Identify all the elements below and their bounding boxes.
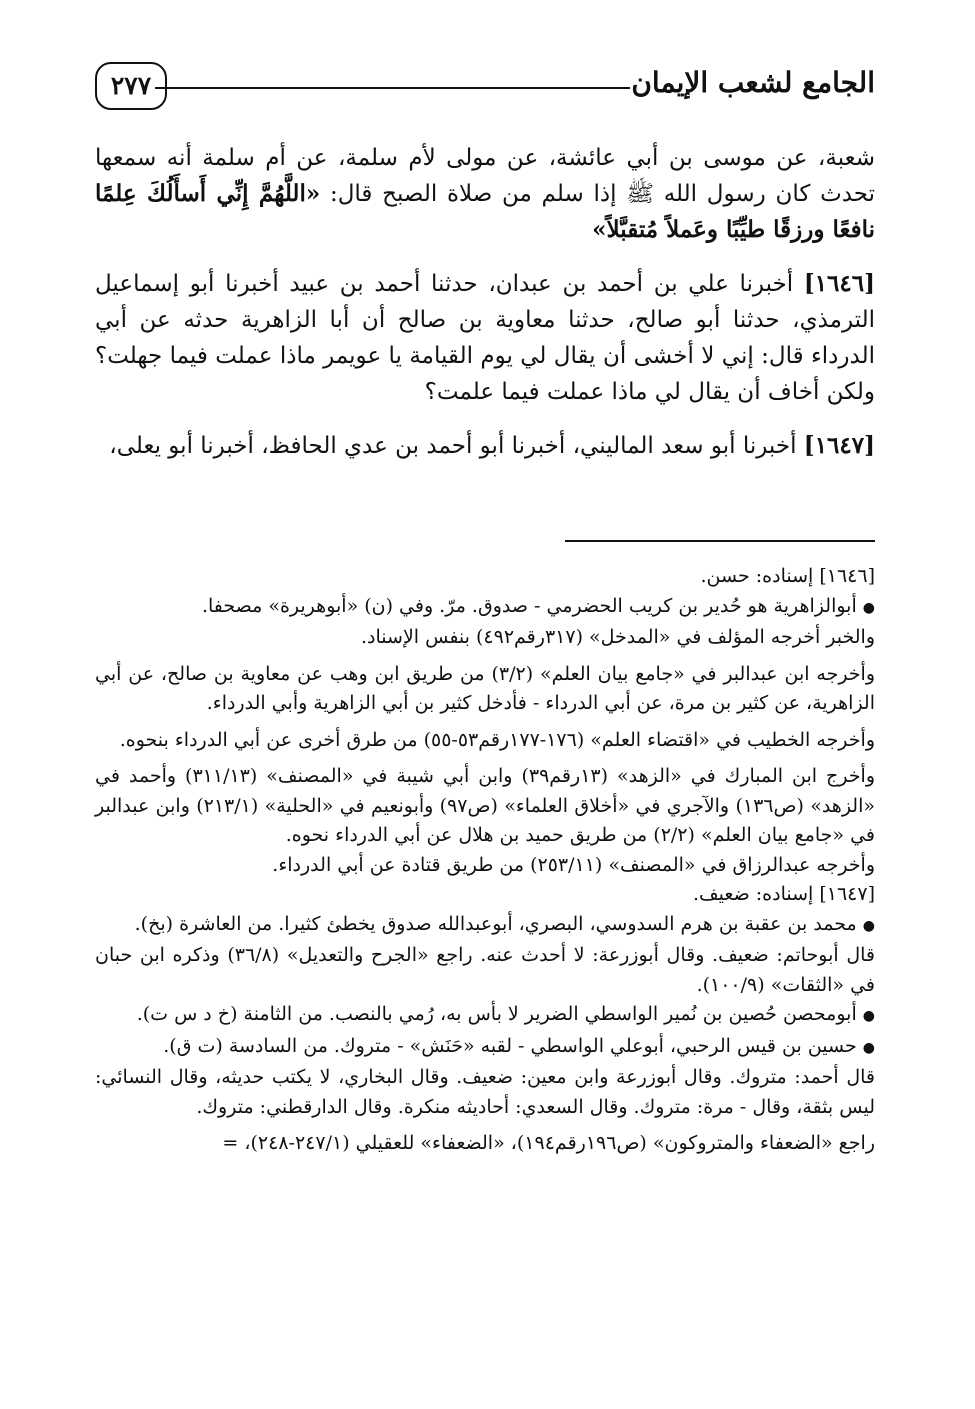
continuation-paragraph xyxy=(95,140,875,248)
footnote-text: أبومحصن حُصين بن نُمير الواسطي الضرير لا بأس به، رُمي بالنصب. من الثامنة (خ د س ت). xyxy=(136,1003,857,1025)
book-title: الجامع لشعب الإيمان xyxy=(631,66,875,99)
spacer xyxy=(95,256,875,266)
hadith-text: أخبرنا علي بن أحمد بن عبدان، حدثنا أحمد بن عبيد أخبرنا أبو إسماعيل الترمذي، حدثنا أبو صالح، حدثنا معاوية بن صالح أن أبا الزاهرية حدثه عن أبي الدرداء قال: إني لا أخشى أن يقال لي يوم القيامة يا عويمر ماذا عملت فيما جهلت؟ ولكن أخاف أن يقال لي ماذا عملت فيما علمت؟ xyxy=(95,271,875,405)
footnote-1647-head: [١٦٤٧] إسناده: ضعيف. xyxy=(692,883,875,905)
footnote-bullet xyxy=(95,592,875,624)
page-number: ٢٧٧ xyxy=(95,62,167,110)
footnote-line: قال أبوحاتم: ضعيف. وقال أبوزرعة: لا أحدث عنه. راجع «الجرح والتعديل» (٣٦/٨) وذكره ابن حبان في «الثقات» (١٠٠/٩). xyxy=(95,944,875,996)
footnote-line: راجع «الضعفاء والمتروكون» (ص١٩٦رقم١٩٤)، «الضعفاء» للعقيلي (٢٤٧/١-٢٤٨)، = xyxy=(222,1132,875,1154)
bullet-icon: ● xyxy=(862,599,875,616)
footnote-text: حسين بن قيس الرحبي، أبوعلي الواسطي - لقبه «حَنَش» - متروك. من السادسة (ت ق). xyxy=(163,1034,857,1057)
bullet-icon: ● xyxy=(862,1008,875,1024)
bullet-icon: ● xyxy=(862,917,875,934)
hadith-number: [١٦٤٧] xyxy=(803,432,875,459)
footnote-text: محمد بن عقبة بن هرم السدوسي، البصري، أبوعبدالله صدوق يخطئ كثيرا. من العاشرة (بخ). xyxy=(134,912,857,935)
spacer xyxy=(95,418,875,428)
footnote-paragraph: وأخرج ابن المبارك في «الزهد» (١٣رقم٣٩) وابن أبي شيبة في «المصنف» (٣١١/١٣) وأحمد في «الزهد» (ص١٣٦) والآجري في «أخلاق العلماء» (ص٩٧) وأبونعيم في «الحلية» (٢١٣/١) وابن عبدالبر في «جامع بيان العلم» (٢/٢) من طريق حميد بن هلال عن أبي الدرداء نحوه. xyxy=(95,765,876,846)
cont-line-1: شعبة، عن موسى بن أبي عائشة، عن مولى لأم سلمة، عن أم سلمة أنه سمعها تحدث xyxy=(95,145,876,207)
spacer xyxy=(95,653,875,660)
footnote-bullet xyxy=(95,910,875,942)
spacer xyxy=(95,719,875,726)
footnote-text: أبوالزاهرية هو حُدير بن كريب الحضرمي - صدوق. مرّ. وفي (ن) «أبوهريرة» مصحفا. xyxy=(201,594,857,617)
footnote-1646-head: [١٦٤٦] إسناده: حسن. xyxy=(700,565,875,587)
footnotes xyxy=(95,562,875,1159)
dua-text: «اللَّهُمَّ إِنِّي أَسأَلُكَ عِلمًا نافعًا ورزقًا طيِّبًا وعَملاً مُتقبَّلاً» xyxy=(95,180,875,243)
bullet-icon: ● xyxy=(862,1039,875,1056)
header-rule xyxy=(155,87,630,89)
footnote-bullet xyxy=(95,1032,875,1064)
main-text xyxy=(95,140,875,472)
footnote-line: قال أحمد: متروك. وقال أبوزرعة وابن معين: ضعيف. وقال البخاري، لا يكتب حديثه، وقال النسائي: ليس بثقة، وقال - مرة: متروك. وقال السعدي: أحاديثه منكرة. وقال الدارقطني: متروك. xyxy=(95,1066,875,1118)
cont-line-2: كان رسول الله ﷺ إذا سلم من صلاة الصبح قال: xyxy=(329,181,811,207)
footnote-paragraph: وأخرجه عبدالرزاق في «المصنف» (٢٥٣/١١) من طريق قتادة عن أبي الدرداء. xyxy=(272,853,875,876)
hadith-text: أخبرنا أبو سعد الماليني، أخبرنا أبو أحمد بن عدي الحافظ، أخبرنا أبو يعلى، xyxy=(109,433,797,459)
footnote-bullet xyxy=(95,1000,875,1032)
running-header xyxy=(95,62,875,112)
spacer xyxy=(95,1122,875,1129)
footnote-paragraph: وأخرجه الخطيب في «اقتضاء العلم» (١٧٦-١٧٧رقم٥٣-٥٥) من طرق أخرى عن أبي الدرداء بنحوه. xyxy=(119,728,875,751)
hadith-number: [١٦٤٦] xyxy=(803,270,876,297)
hadith-1646 xyxy=(95,266,875,410)
hadith-1647 xyxy=(95,428,875,464)
spacer xyxy=(95,755,875,762)
footnote-separator xyxy=(565,540,875,542)
footnote-line: والخبر أخرجه المؤلف في «المدخل» (٣١٧رقم٤٩٢) بنفس الإسناد. xyxy=(361,626,875,648)
footnote-paragraph: وأخرجه ابن عبدالبر في «جامع بيان العلم» (٣/٢) من طريق ابن وهب عن معاوية بن صالح، عن أبي الزاهرية، عن كثير بن مرة، عن أبي الدرداء - فأدخل كثير بن أبي الزاهرية وأبي الدرداء. xyxy=(95,662,876,714)
